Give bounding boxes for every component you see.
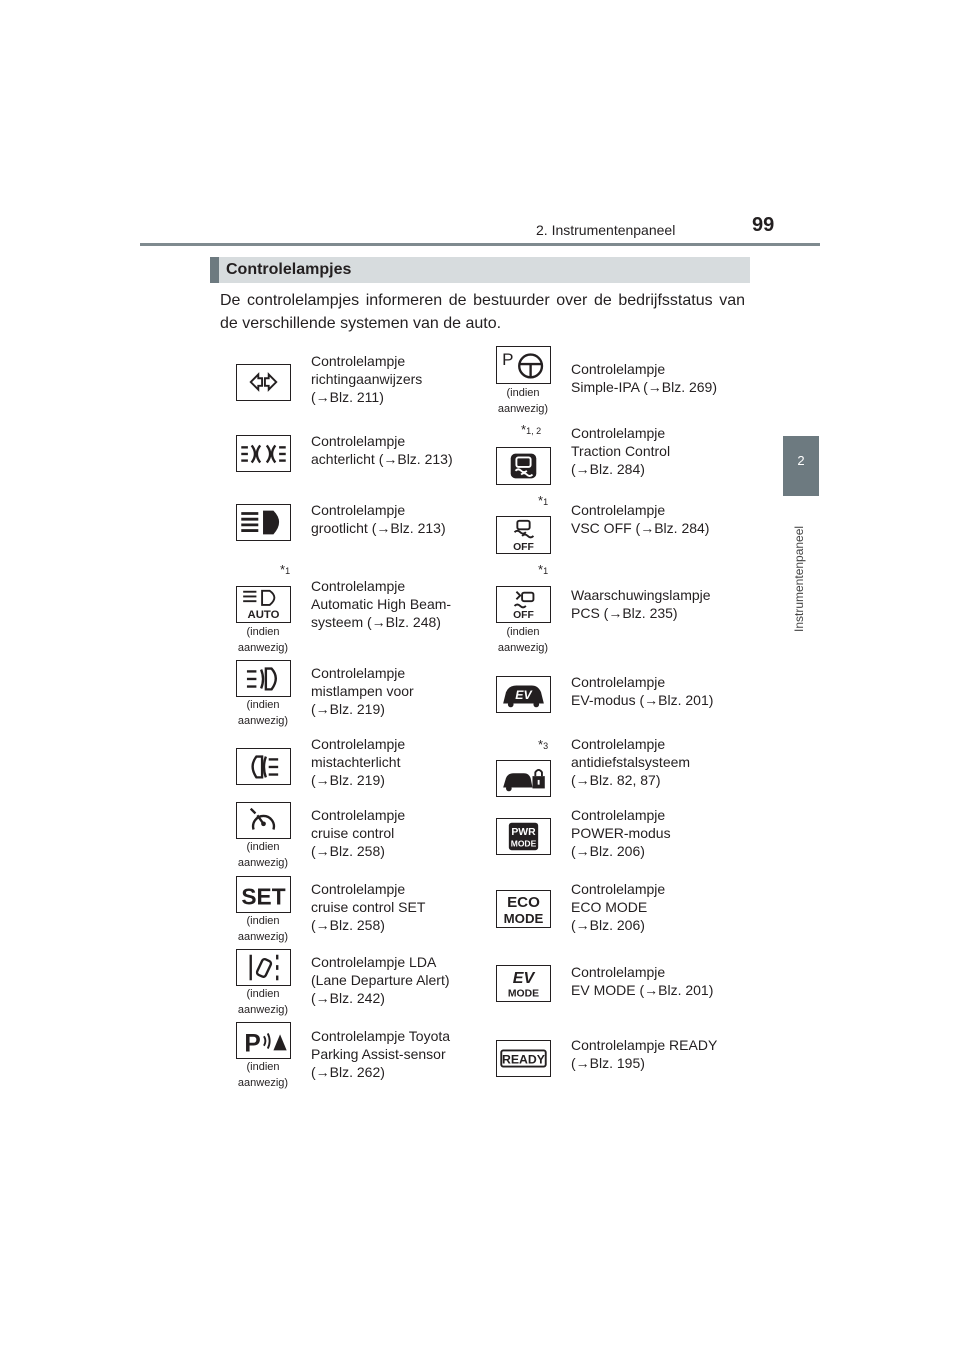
- desc-traction-control: Controlelampje Traction Control (→Blz. 284): [571, 425, 671, 477]
- optional-note: (indien aanwezig): [497, 387, 549, 415]
- chapter-title: 2. Instrumentenpaneel: [536, 222, 676, 238]
- simple-ipa-icon: [496, 346, 551, 384]
- cruise-set-icon: [236, 876, 291, 913]
- desc-ev-mode-text: Controlelampje EV MODE (→Blz. 201): [571, 964, 714, 998]
- svg-text:MODE: MODE: [503, 911, 544, 927]
- svg-text:OFF: OFF: [513, 542, 534, 553]
- parking-assist-icon: [236, 1022, 291, 1059]
- desc-turn-signal: Controlelampje richtingaanwijzers (→Blz. 211): [311, 353, 423, 405]
- section-heading: [210, 257, 750, 283]
- optional-note: (indien aanwezig): [237, 841, 289, 869]
- high-beam-icon: [236, 504, 291, 541]
- ready-icon: [496, 1040, 551, 1077]
- footnote-marker: *1: [538, 562, 549, 577]
- desc-vsc-off: Controlelampje VSC OFF (→Blz. 284): [571, 502, 710, 536]
- desc-cruise-control: Controlelampje cruise control (→Blz. 258): [311, 807, 406, 859]
- eco-mode-icon: [496, 890, 551, 928]
- ev-mode-car-icon: [496, 676, 551, 713]
- desc-security: Controlelampje antidiefstalsysteem (→Blz. 82, 87): [571, 736, 691, 788]
- cruise-control-icon: [236, 802, 291, 839]
- desc-power-mode: Controlelampje POWER-modus (→Blz. 206): [571, 807, 671, 859]
- desc-eco-mode: Controlelampje ECO MODE (→Blz. 206): [571, 881, 666, 933]
- optional-note: (indien aanwezig): [237, 626, 289, 654]
- chapter-tab-label: Instrumentenpaneel: [792, 525, 806, 632]
- svg-text:EV: EV: [512, 969, 535, 988]
- svg-text:OFF: OFF: [513, 610, 534, 622]
- page-number: 99: [752, 214, 775, 236]
- pcs-warning-icon: [496, 586, 551, 623]
- turn-signal-icon: [236, 364, 291, 401]
- chapter-tab[interactable]: 2: [783, 436, 819, 496]
- footnote-marker: *1, 2: [521, 422, 542, 437]
- desc-lane-departure: Controlelampje LDA (Lane Departure Alert) (→Blz. 242): [311, 954, 450, 1006]
- optional-note: (indien aanwezig): [237, 1061, 289, 1089]
- svg-text:EV: EV: [515, 687, 532, 702]
- desc-auto-high-beam: Controlelampje Automatic High Beam- systeem (→Blz. 248): [311, 578, 452, 630]
- desc-rear-fog: Controlelampje mistachterlicht (→Blz. 219): [311, 736, 406, 788]
- svg-text:MODE: MODE: [510, 838, 537, 849]
- desc-front-fog: Controlelampje mistlampen voor (→Blz. 219): [311, 665, 414, 717]
- desc-high-beam: Controlelampje grootlicht (→Blz. 213): [311, 502, 446, 536]
- optional-note: (indien aanwezig): [237, 699, 289, 727]
- optional-note: (indien aanwezig): [237, 988, 289, 1016]
- svg-text:AUTO: AUTO: [247, 609, 280, 622]
- footnote-marker: *1: [280, 562, 291, 577]
- svg-text:PWR: PWR: [511, 827, 536, 839]
- desc-tail-light: Controlelampje achterlicht (→Blz. 213): [311, 433, 453, 467]
- svg-text:ECO: ECO: [507, 894, 540, 912]
- desc-simple-ipa: Controlelampje Simple-IPA (→Blz. 269): [571, 361, 718, 395]
- desc-parking-assist: Controlelampje Toyota Parking Assist-sensor (→Blz. 262): [311, 1028, 451, 1080]
- footnote-marker: *3: [538, 737, 549, 752]
- desc-cruise-set: Controlelampje cruise control SET (→Blz. 258): [311, 881, 426, 933]
- security-icon: [496, 760, 551, 797]
- optional-note: (indien aanwezig): [497, 626, 549, 654]
- footnote-marker: *1: [538, 493, 549, 508]
- ev-mode-text-icon: [496, 965, 551, 1002]
- power-mode-icon: [496, 818, 551, 855]
- svg-text:SET: SET: [241, 883, 286, 910]
- desc-ev-mode-car: Controlelampje EV-modus (→Blz. 201): [571, 674, 714, 708]
- vsc-off-icon: [496, 516, 551, 554]
- svg-text:P: P: [244, 1030, 261, 1058]
- svg-text:MODE: MODE: [507, 988, 540, 1000]
- rear-fog-icon: [236, 748, 291, 785]
- intro-paragraph: De controlelampjes informeren de bestuurder over de bedrijfsstatus van de verschillende systemen van de auto.: [220, 292, 745, 332]
- section-title: Controlelampjes: [226, 261, 352, 278]
- section-accent: [210, 257, 219, 283]
- svg-text:READY: READY: [502, 1052, 545, 1067]
- desc-ready: Controlelampje READY (→Blz. 195): [571, 1037, 718, 1071]
- traction-control-icon: [496, 447, 551, 485]
- tail-light-icon: [236, 435, 291, 472]
- header-rule: [140, 243, 820, 246]
- lane-departure-icon: [236, 949, 291, 986]
- front-fog-icon: [236, 660, 291, 697]
- svg-text:P: P: [502, 350, 514, 369]
- optional-note: (indien aanwezig): [237, 915, 289, 943]
- auto-high-beam-icon: [236, 586, 291, 623]
- desc-pcs: Waarschuwingslampje PCS (→Blz. 235): [571, 587, 711, 621]
